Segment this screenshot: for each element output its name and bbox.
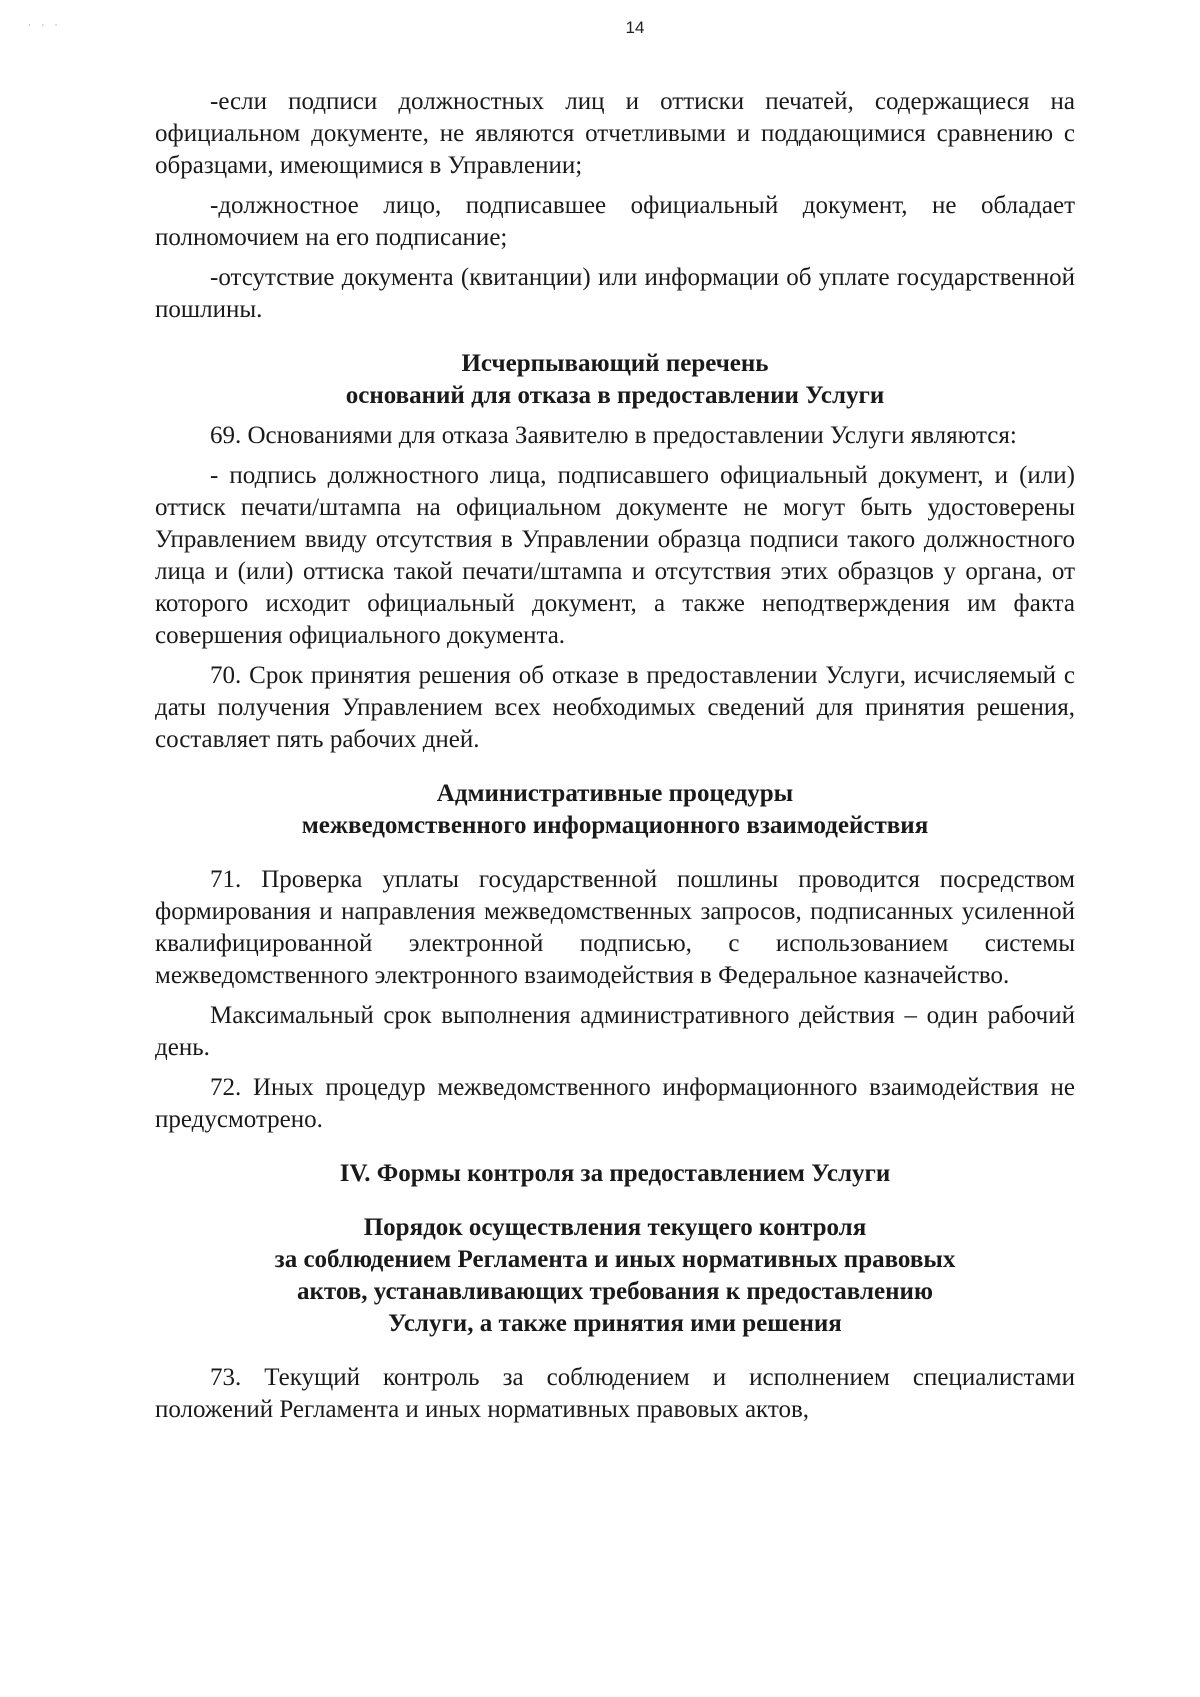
paragraph-69: 69. Основаниями для отказа Заявителю в предоставлении Услуги являются: [210, 422, 1017, 449]
heading-refusal-line-1: Исчерпывающий перечень [461, 350, 769, 377]
heading-control-line-1: Порядок осуществления текущего контроля [363, 1214, 867, 1241]
heading-interagency-line-1: Административные процедуры [436, 780, 794, 807]
paragraph-max-term: Максимальный срок выполнения административного действия – один рабочий день. [155, 1002, 1075, 1061]
paragraph-no-fee-receipt: -отсутствие документа (квитанции) или информации об уплате государственной пошлины. [155, 264, 1075, 323]
paragraph-72: 72. Иных процедур межведомственного информационного взаимодействия не предусмотрено. [155, 1074, 1075, 1133]
paragraph-71: 71. Проверка уплаты государственной пошлины проводится посредством формирования и направления межведомственных запросов, подписанных усиленной квалифицированной электронной подписью, с использованием системы межведомственного электронного взаимодействия в Федеральное казначейство. [155, 866, 1075, 989]
paragraph-73: 73. Текущий контроль за соблюдением и исполнением специалистами положений Регламента и иных нормативных правовых актов, [155, 1364, 1075, 1423]
heading-interagency [155, 778, 1075, 842]
paragraph-signatures-unclear: -если подписи должностных лиц и оттиски печатей, содержащиеся на официальном документе, не являются отчетливыми и поддающимися сравнению с образцами, имеющимися в Управлении; [155, 88, 1075, 179]
page-number: 14 [625, 18, 645, 37]
heading-interagency-line-2: межведомственного информационного взаимодействия [301, 812, 929, 839]
heading-section-4: IV. Формы контроля за предоставлением Услуги [339, 1160, 891, 1187]
heading-refusal-grounds [155, 348, 1075, 412]
heading-control-line-2: за соблюдением Регламента и иных нормативных правовых [274, 1246, 956, 1273]
document-body [155, 86, 1075, 1426]
paragraph-70: 70. Срок принятия решения об отказе в предоставлении Услуги, исчисляемый с даты получения Управлением всех необходимых сведений для принятия решения, составляет пять рабочих дней. [155, 662, 1075, 753]
heading-refusal-line-2: оснований для отказа в предоставлении Услуги [345, 382, 885, 409]
heading-control-line-3: актов, устанавливающих требования к предоставлению [297, 1278, 933, 1305]
scan-corner-mark: ˙ ˙ ˙ [28, 22, 62, 36]
heading-control-line-4: Услуги, а также принятия ими решения [388, 1310, 842, 1337]
paragraph-69-item: - подпись должностного лица, подписавшего официальный документ, и (или) оттиск печати/штампа на официальном документе не могут быть удостоверены Управлением ввиду отсутствия в Управлении образца подписи такого должностного лица и (или) оттиска такой печати/штампа и отсутствия этих образцов у органа, от которого исходит официальный документ, а также неподтверждения им факта совершения официального документа. [155, 462, 1075, 649]
paragraph-no-authority: -должностное лицо, подписавшее официальный документ, не обладает полномочием на его подписание; [155, 192, 1075, 251]
heading-current-control [155, 1212, 1075, 1340]
